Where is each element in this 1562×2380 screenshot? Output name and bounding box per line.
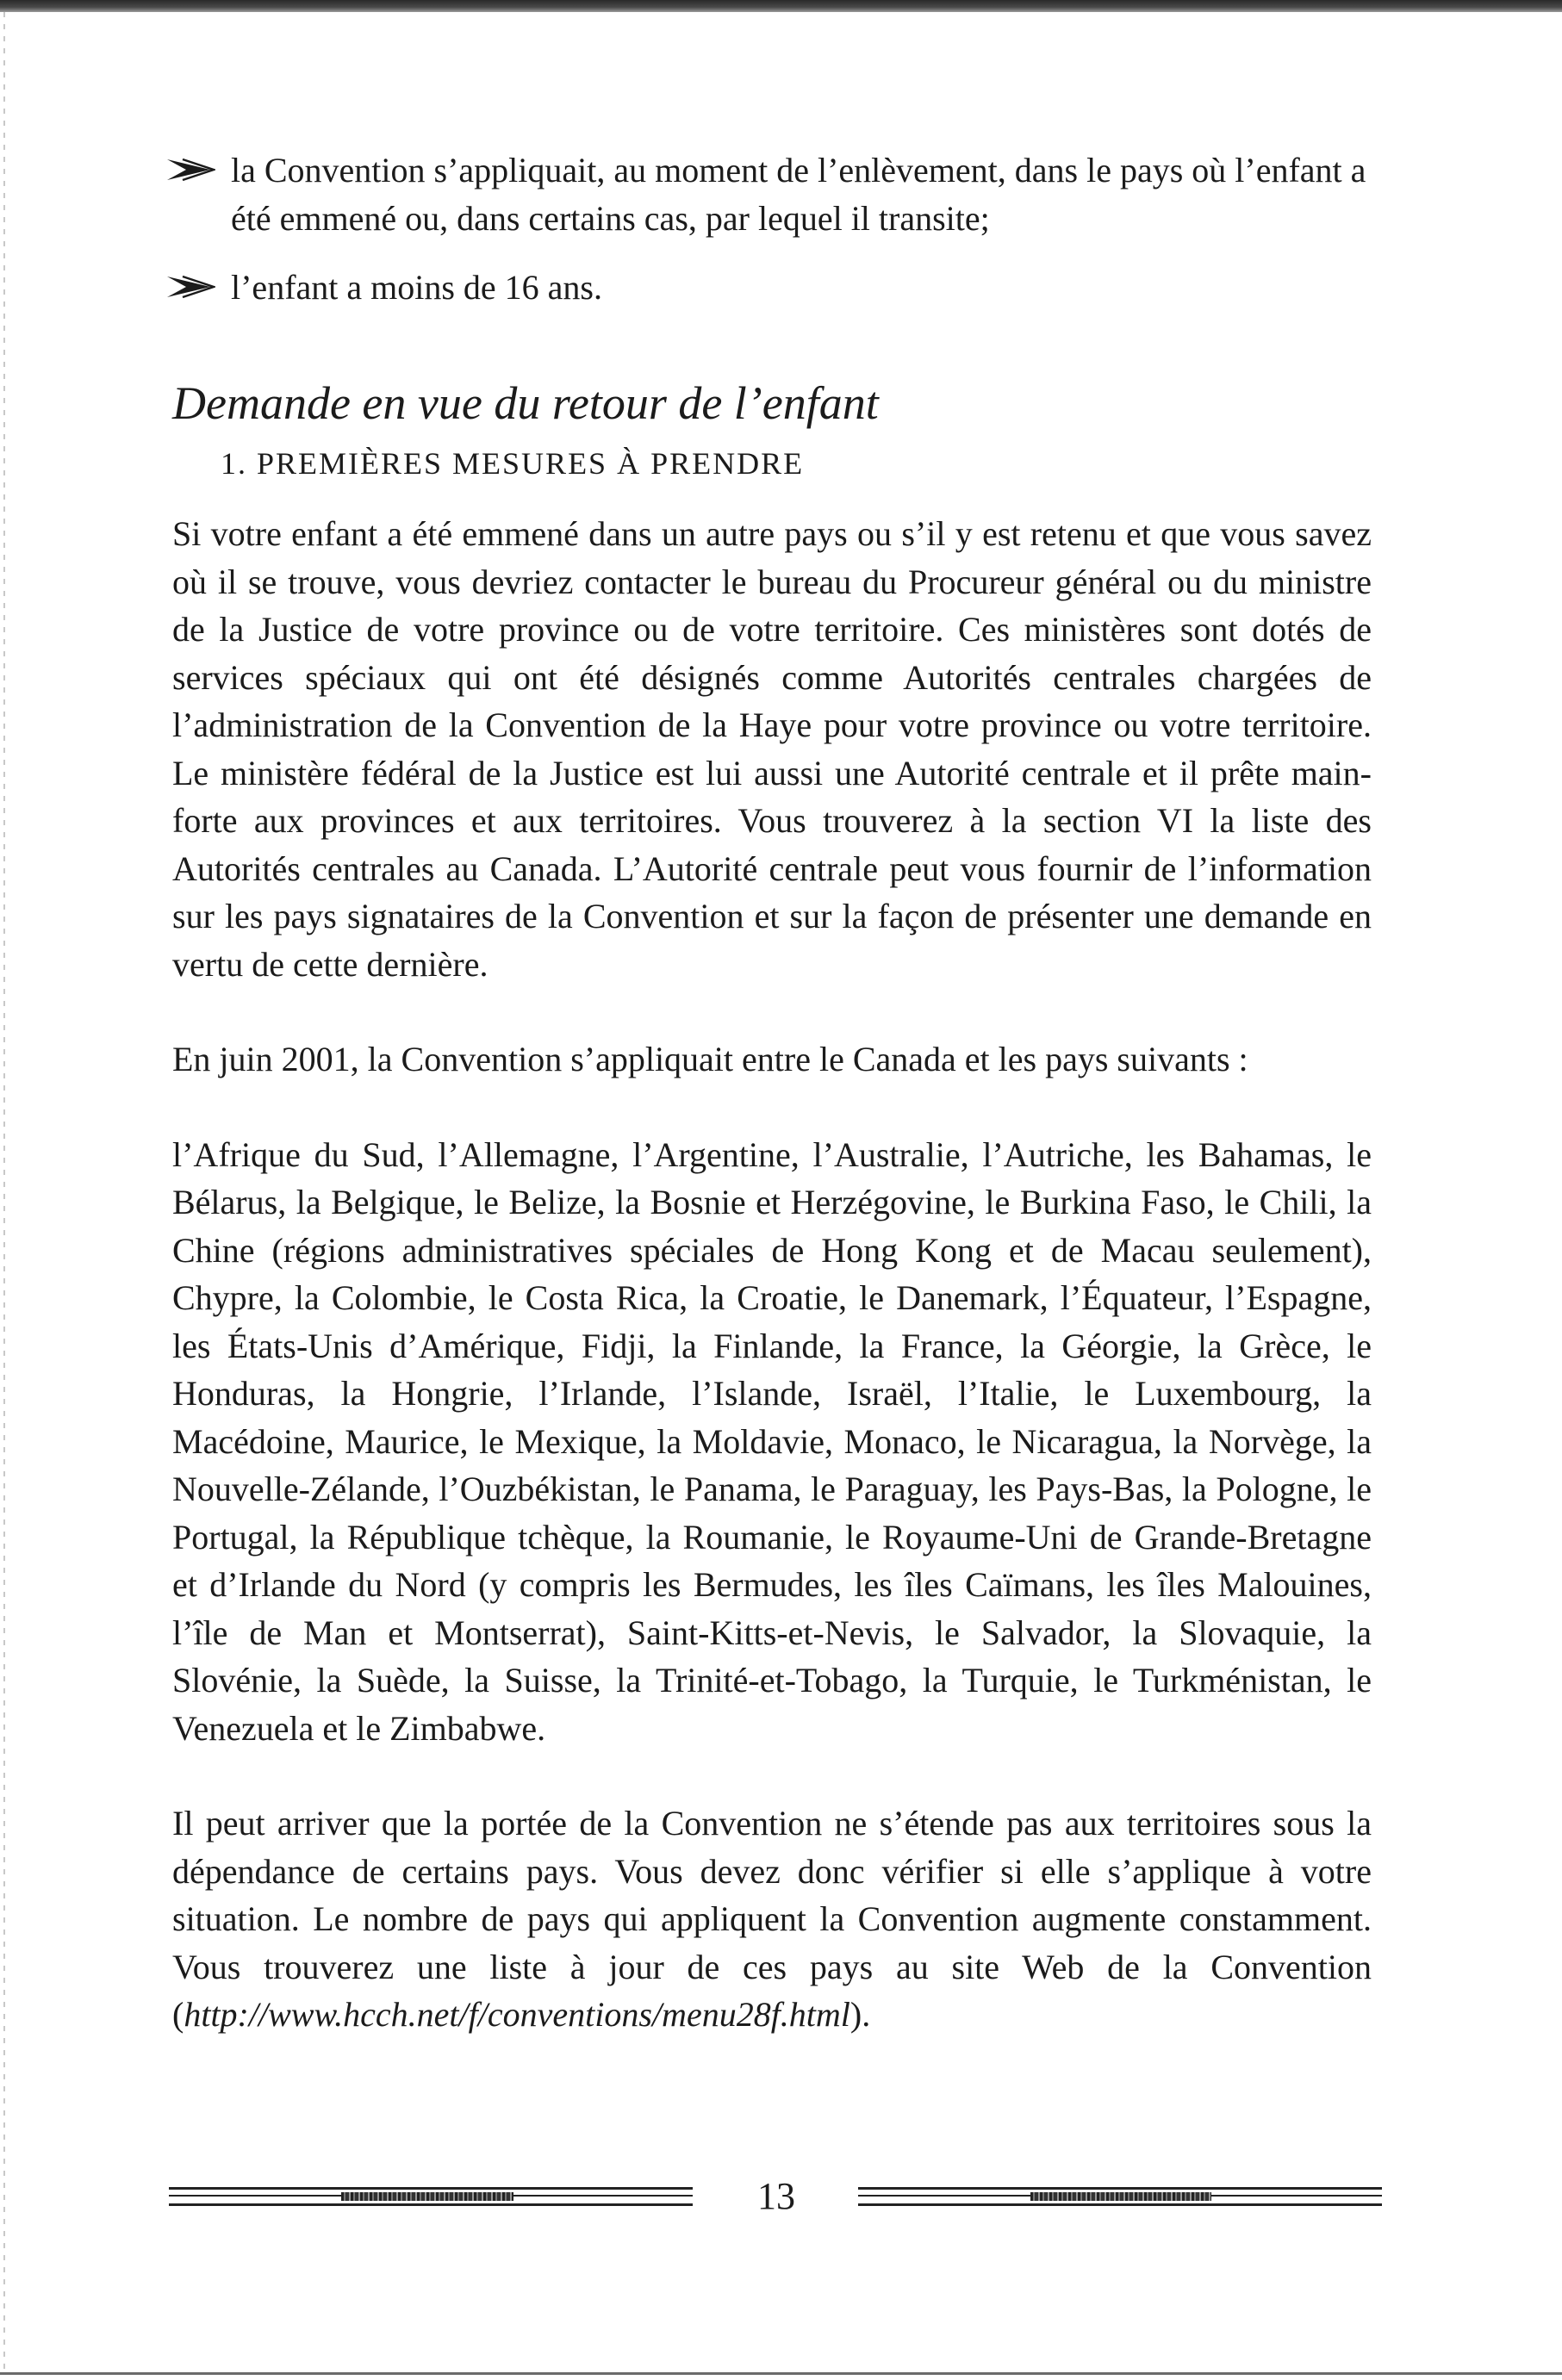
arrowhead-bullet-icon (165, 157, 215, 183)
page-footer (169, 2175, 1382, 2217)
paragraph-june-2001: En juin 2001, la Convention s’appliquait entre le Canada et les pays suivants : (172, 1040, 1248, 1078)
subsection-title: 1. PREMIÈRES MESURES À PRENDRE (221, 446, 805, 481)
page-top-edge (0, 0, 1562, 12)
criteria-bullet-list (172, 146, 1372, 312)
list-item (172, 264, 1372, 312)
section-title: Demande en vue du retour de l’enfant (172, 377, 879, 429)
bullet-text: l’enfant a moins de 16 ans. (231, 268, 602, 307)
footer-rule-left (169, 2187, 693, 2206)
page-bottom-edge (0, 2372, 1562, 2375)
footer-rule-ornament (1030, 2192, 1211, 2201)
paragraph-central-authorities: Si votre enfant a été emmené dans un autre pays ou s’il y est retenu et que vous savez où il se trouve, vous devriez contacter le bureau du Procureur général ou du ministre de la Justice de votre province ou de votre territoire. Ces ministères sont dotés de services spéciaux qui ont été désignés comme Autorités centrales chargées de l’administration de la Convention de la Haye pour votre province ou votre territoire. Le ministère fédéral de la Justice est lui aussi une Autorité centrale et il prête main-forte aux provinces et aux territoires. Vous trouverez à la section VI la liste des Autorités centrales au Canada. L’Autorité centrale peut vous fournir de l’information sur les pays signataires de la Convention et sur la façon de présenter une demande en vertu de cette dernière. (172, 514, 1372, 984)
scope-note-end: ). (849, 1995, 871, 2034)
scope-note-text: Il peut arriver que la portée de la Convention ne s’étende pas aux territoires sous la dépendance de certains pays. Vous devez donc vérifier si elle s’applique à votre situation. Le nombre de pays qui appliquent la Convention augmente constamment. Vous trouverez une liste à jour de ces pays au site Web de la Convention ( (172, 1804, 1372, 2034)
arrowhead-bullet-icon (165, 274, 215, 300)
page-content (172, 146, 1372, 2086)
page-left-edge (3, 12, 5, 2372)
footer-rule-ornament (341, 2192, 513, 2201)
paragraph-country-list: l’Afrique du Sud, l’Allemagne, l’Argentine, l’Australie, l’Autriche, les Bahamas, le Bélarus, la Belgique, le Belize, la Bosnie et Herzégovine, le Burkina Faso, le Chili, la Chine (régions administratives spéciales de Hong Kong et de Macau seulement), Chypre, la Colombie, le Costa Rica, la Croatie, le Danemark, l’Équateur, l’Espagne, les États-Unis d’Amérique, Fidji, la Finlande, la France, la Géorgie, la Grèce, le Honduras, la Hongrie, l’Irlande, l’Islande, Israël, l’Italie, le Luxembourg, la Macédoine, Maurice, le Mexique, la Moldavie, Monaco, le Nicaragua, la Norvège, la Nouvelle-Zélande, l’Ouzbékistan, le Panama, le Paraguay, les Pays-Bas, la Pologne, le Portugal, la République tchèque, la Roumanie, le Royaume-Uni de Grande-Bretagne et d’Irlande du Nord (y compris les Bermudes, les îles Caïmans, les îles Malouines, l’île de Man et Montserrat), Saint-Kitts-et-Nevis, le Salvador, la Slovaquie, la Slovénie, la Suède, la Suisse, la Trinité-et-Tobago, la Turquie, le Turkménistan, le Venezuela et le Zimbabwe. (172, 1134, 1372, 1748)
bullet-text: la Convention s’appliquait, au moment de l’enlèvement, dans le pays où l’enfant a été emmené ou, dans certains cas, par lequel il transite; (231, 151, 1366, 238)
footer-rule-right (858, 2187, 1382, 2206)
convention-url-link[interactable]: http://www.hcch.net/f/conventions/menu28f.html (184, 1995, 850, 2034)
paragraph-scope-note (172, 1799, 1372, 2039)
page-number: 13 (757, 2175, 795, 2217)
list-item (172, 146, 1372, 243)
